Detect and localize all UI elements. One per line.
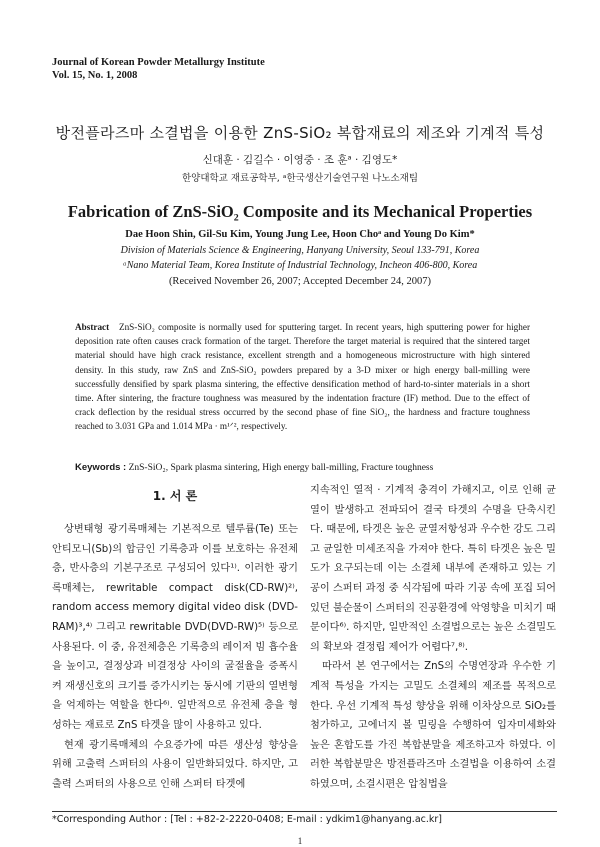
paragraph: 지속적인 열적 · 기계적 충격이 가해지고, 이로 인해 균열이 발생하고 전파되어 결국 타겟의 수명을 단축시킨다. 때문에, 타겟은 높은 균열저항성과 우수한 강도 그리고 균일한 미세조직을 가져야 한다. 특히 타겟은 높은 밀도가 요구되는데 이는 소결체 내부에 존재하고 있는 기공이 스퍼터 과정 중 식각됨에 따라 기공 속에 포집 되어있던 불순물이 스퍼터의 진공환경에 악영향을 미치기 때문이다⁶⁾. 하지만, 일반적인 소결법으로는 높은 소결밀도의 확보와 결정립 제어가 어렵다⁷,⁸⁾. [310, 485, 556, 653]
keywords [75, 462, 530, 473]
section-heading-introduction: 1. 서 론 [152, 489, 198, 503]
korean-title: 방전플라즈마 소결법을 이용한 ZnS-SiO₂ 복합재료의 제조와 기계적 특성 [55, 124, 545, 142]
journal-volume: Vol. 15, No. 1, 2008 [52, 70, 138, 81]
footnote-divider [52, 811, 557, 812]
english-title: Fabrication of ZnS-SiO₂ Composite and its Mechanical Properties [67, 202, 533, 221]
english-authors: Dae Hoon Shin, Gil-Su Kim, Young Jung Lee, Hoon Choᵃ and Young Do Kim* [125, 229, 475, 240]
page-number: 1 [297, 836, 303, 846]
paragraph: 상변태형 광기록매체는 기본적으로 텔루륨(Te) 또는 안티모니(Sb)의 합금인 기록층과 이를 보호하는 유전체층, 반사층의 기본구조로 구성되어 있다¹⁾. 이러한 광기록매체는, rewritable compact disk(CD-RW)²⁾, random access memory digital video disk (DVD-RAM)³,⁴⁾ 그리고 rewritable DVD(DVD-RW)⁵⁾ 등으로 사용된다. 이 중, 유전체층은 기록층의 레이저 빔 흡수율을 높이고, 결정상과 비결정상 사이의 굴절율을 증폭시켜 재생신호의 크기를 증가시키는 동시에 기판의 열변형을 억제하는 역할을 한다⁶⁾. 일반적으로 유전체 층을 형성하는 재료로 ZnS 타겟을 많이 사용하고 있다. [52, 524, 298, 731]
korean-authors: 신대훈 · 김길수 · 이영중 · 조 훈ᵃ · 김영도* [202, 154, 398, 166]
keywords-label: Keywords : [75, 462, 127, 473]
paragraph: 현재 광기록매체의 수요증가에 따른 생산성 향상을 위해 고출력 스퍼터의 사용이 일반화되었다. 하지만, 고출력 스퍼터의 사용으로 인해 스퍼터 타겟에 [52, 739, 298, 790]
paragraph: 따라서 본 연구에서는 ZnS의 수명연장과 우수한 기계적 특성을 가지는 고밀도 소결체의 제조를 목적으로 한다. 우선 기계적 특성 향상을 위해 이차상으로 SiO₂를 첨가하고, 고에너지 볼 밀링을 수행하여 입자미세화와 높은 혼합도를 가진 복합분말을 제조하고자 하였다. 이러한 복합분말은 방전플라즈마 소결법을 이용하여 소결하였으며, 소결시편은 압침법을 [310, 661, 556, 790]
journal-name: Journal of Korean Powder Metallurgy Institute [52, 57, 265, 68]
left-column [52, 520, 298, 794]
journal-header [52, 56, 265, 82]
corresponding-author-footnote: *Corresponding Author : [Tel : +82-2-2220-0408; E-mail : ydkim1@hanyang.ac.kr] [52, 814, 442, 825]
abstract [75, 320, 530, 434]
abstract-text: ZnS-SiO₂ composite is normally used for sputtering target. In recent years, high sputtering power for higher deposition rate often causes crack formation of the target. Therefore the target material is required that the sintered target material should have high crack resistance, excellent strength and a homogeneous microstructure with high sintered density. In this study, raw ZnS and ZnS-SiO₂ powders prepared by a 3-D mixer or high energy ball-milling were successfully densified by spark plasma sintering, the effective densification method of hard-to-sinter materials in a short time. After sintering, the fracture toughness was measured by the indentation fracture (IF) method. Due to the effect of crack deflection by the residual stress occurred by the second phase of fine SiO₂, the hardness and fracture toughness reached to 3.031 GPa and 1.014 MPa · m¹ᐟ², respectively. [75, 322, 531, 432]
right-column [310, 481, 556, 795]
english-affiliation-2: ᵃNano Material Team, Korea Institute of Industrial Technology, Incheon 406-800, Korea [122, 260, 478, 271]
english-affiliation-1: Division of Materials Science & Engineering, Hanyang University, Seoul 133-791, Korea [120, 245, 480, 256]
korean-affiliation: 한양대학교 재료공학부, ᵃ한국생산기술연구원 나노소재팀 [181, 173, 419, 184]
keywords-text: ZnS-SiO₂, Spark plasma sintering, High energy ball-milling, Fracture toughness [128, 463, 434, 473]
abstract-label: Abstract [75, 322, 110, 332]
received-dates: (Received November 26, 2007; Accepted December 24, 2007) [168, 276, 432, 287]
